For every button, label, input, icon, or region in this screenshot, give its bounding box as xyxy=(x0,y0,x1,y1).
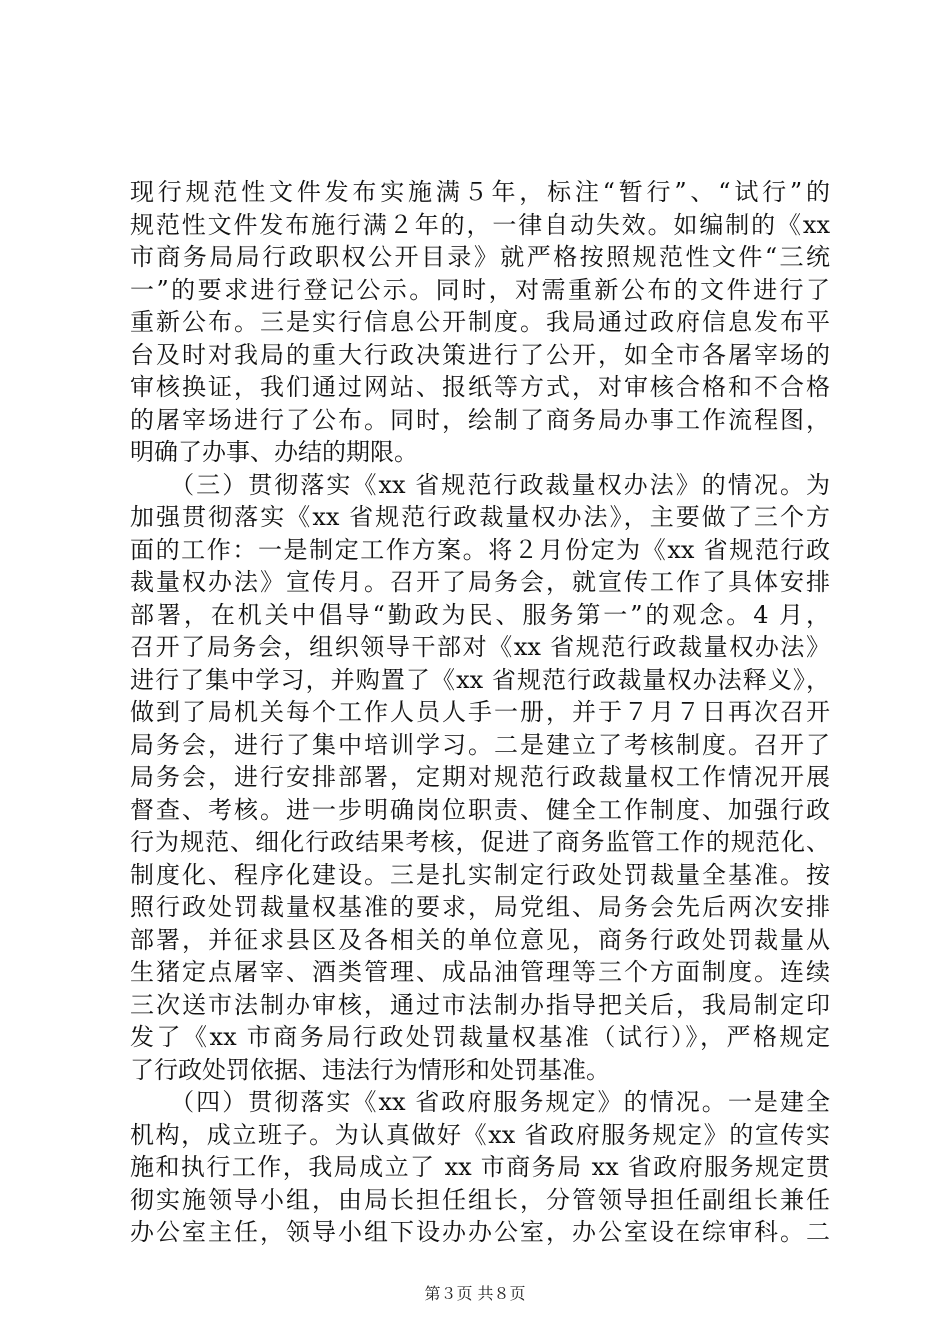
body-text xyxy=(130,176,830,1249)
text-line: 局务会，进行了集中培训学习。二是建立了考核制度。召开了 xyxy=(130,730,830,759)
text-line: 面的工作：一是制定工作方案。将２月份定为《xx 省规范行政 xyxy=(130,535,830,564)
text-line: 明确了办事、办结的期限。 xyxy=(130,438,418,466)
text-line: 进行了集中学习，并购置了《xx 省规范行政裁量权办法释义》， xyxy=(130,665,830,694)
text-line: 重新公布。三是实行信息公开制度。我局通过政府信息发布平 xyxy=(130,308,830,336)
text-line: 一”的要求进行登记公示。同时，对需重新公布的文件进行了 xyxy=(130,275,830,304)
text-line: 裁量权办法》宣传月。召开了局务会，就宣传工作了具体安排 xyxy=(130,568,830,596)
text-line: 做到了局机关每个工作人员人手一册，并于７月７日再次召开 xyxy=(130,698,830,726)
text-line: 办公室主任，领导小组下设办办公室，办公室设在综审科。二 xyxy=(130,1218,830,1246)
text-line: 彻实施领导小组，由局长担任组长，分管领导担任副组长兼任 xyxy=(130,1185,830,1214)
text-line: 加强贯彻落实《xx 省规范行政裁量权办法》，主要做了三个方 xyxy=(130,503,830,531)
text-line: 台及时对我局的重大行政决策进行了公开，如全市各屠宰场的 xyxy=(130,340,830,369)
text-line: 的屠宰场进行了公布。同时，绘制了商务局办事工作流程图， xyxy=(130,405,830,434)
text-line: 施和执行工作，我局成立了 xx 市商务局 xx 省政府服务规定贯 xyxy=(130,1153,830,1181)
text-line: 部署，并征求县区及各相关的单位意见，商务行政处罚裁量从 xyxy=(130,925,830,954)
text-line: 审核换证，我们通过网站、报纸等方式，对审核合格和不合格 xyxy=(130,373,830,401)
text-line: 召开了局务会，组织领导干部对《xx 省规范行政裁量权办法》 xyxy=(130,633,830,661)
text-line: 市商务局局行政职权公开目录》就严格按照规范性文件“三统 xyxy=(130,243,830,271)
text-line: 行为规范、细化行政结果考核，促进了商务监管工作的规范化、 xyxy=(130,828,830,856)
text-line: （三）贯彻落实《xx 省规范行政裁量权办法》的情况。为 xyxy=(130,470,830,499)
text-line: 局务会，进行安排部署，定期对规范行政裁量权工作情况开展 xyxy=(130,763,830,791)
text-line: 督查、考核。进一步明确岗位职责、健全工作制度、加强行政 xyxy=(130,795,830,824)
text-line: 三次送市法制办审核，通过市法制办指导把关后，我局制定印 xyxy=(130,990,830,1019)
text-line: 机构，成立班子。为认真做好《xx 省政府服务规定》的宣传实 xyxy=(130,1120,830,1149)
text-line: 生猪定点屠宰、酒类管理、成品油管理等三个方面制度。连续 xyxy=(130,958,830,986)
text-line: 规范性文件发布施行满２年的，一律自动失效。如编制的《xx xyxy=(130,210,830,239)
text-line: 了行政处罚依据、违法行为情形和处罚基准。 xyxy=(130,1055,610,1084)
text-line: 部署，在机关中倡导“勤政为民、服务第一”的观念。4 月， xyxy=(130,600,830,629)
text-line: 发了《xx 市商务局行政处罚裁量权基准（试行）》，严格规定 xyxy=(130,1023,830,1051)
text-line: （四）贯彻落实《xx 省政府服务规定》的情况。一是建全 xyxy=(130,1088,830,1116)
text-line: 现行规范性文件发布实施满５年，标注“暂行”、“试行”的 xyxy=(130,178,830,206)
text-line: 制度化、程序化建设。三是扎实制定行政处罚裁量全基准。按 xyxy=(130,860,830,889)
text-line: 照行政处罚裁量权基准的要求，局党组、局务会先后两次安排 xyxy=(130,893,830,921)
page-footer: 第３页 共８页 xyxy=(424,1284,526,1303)
